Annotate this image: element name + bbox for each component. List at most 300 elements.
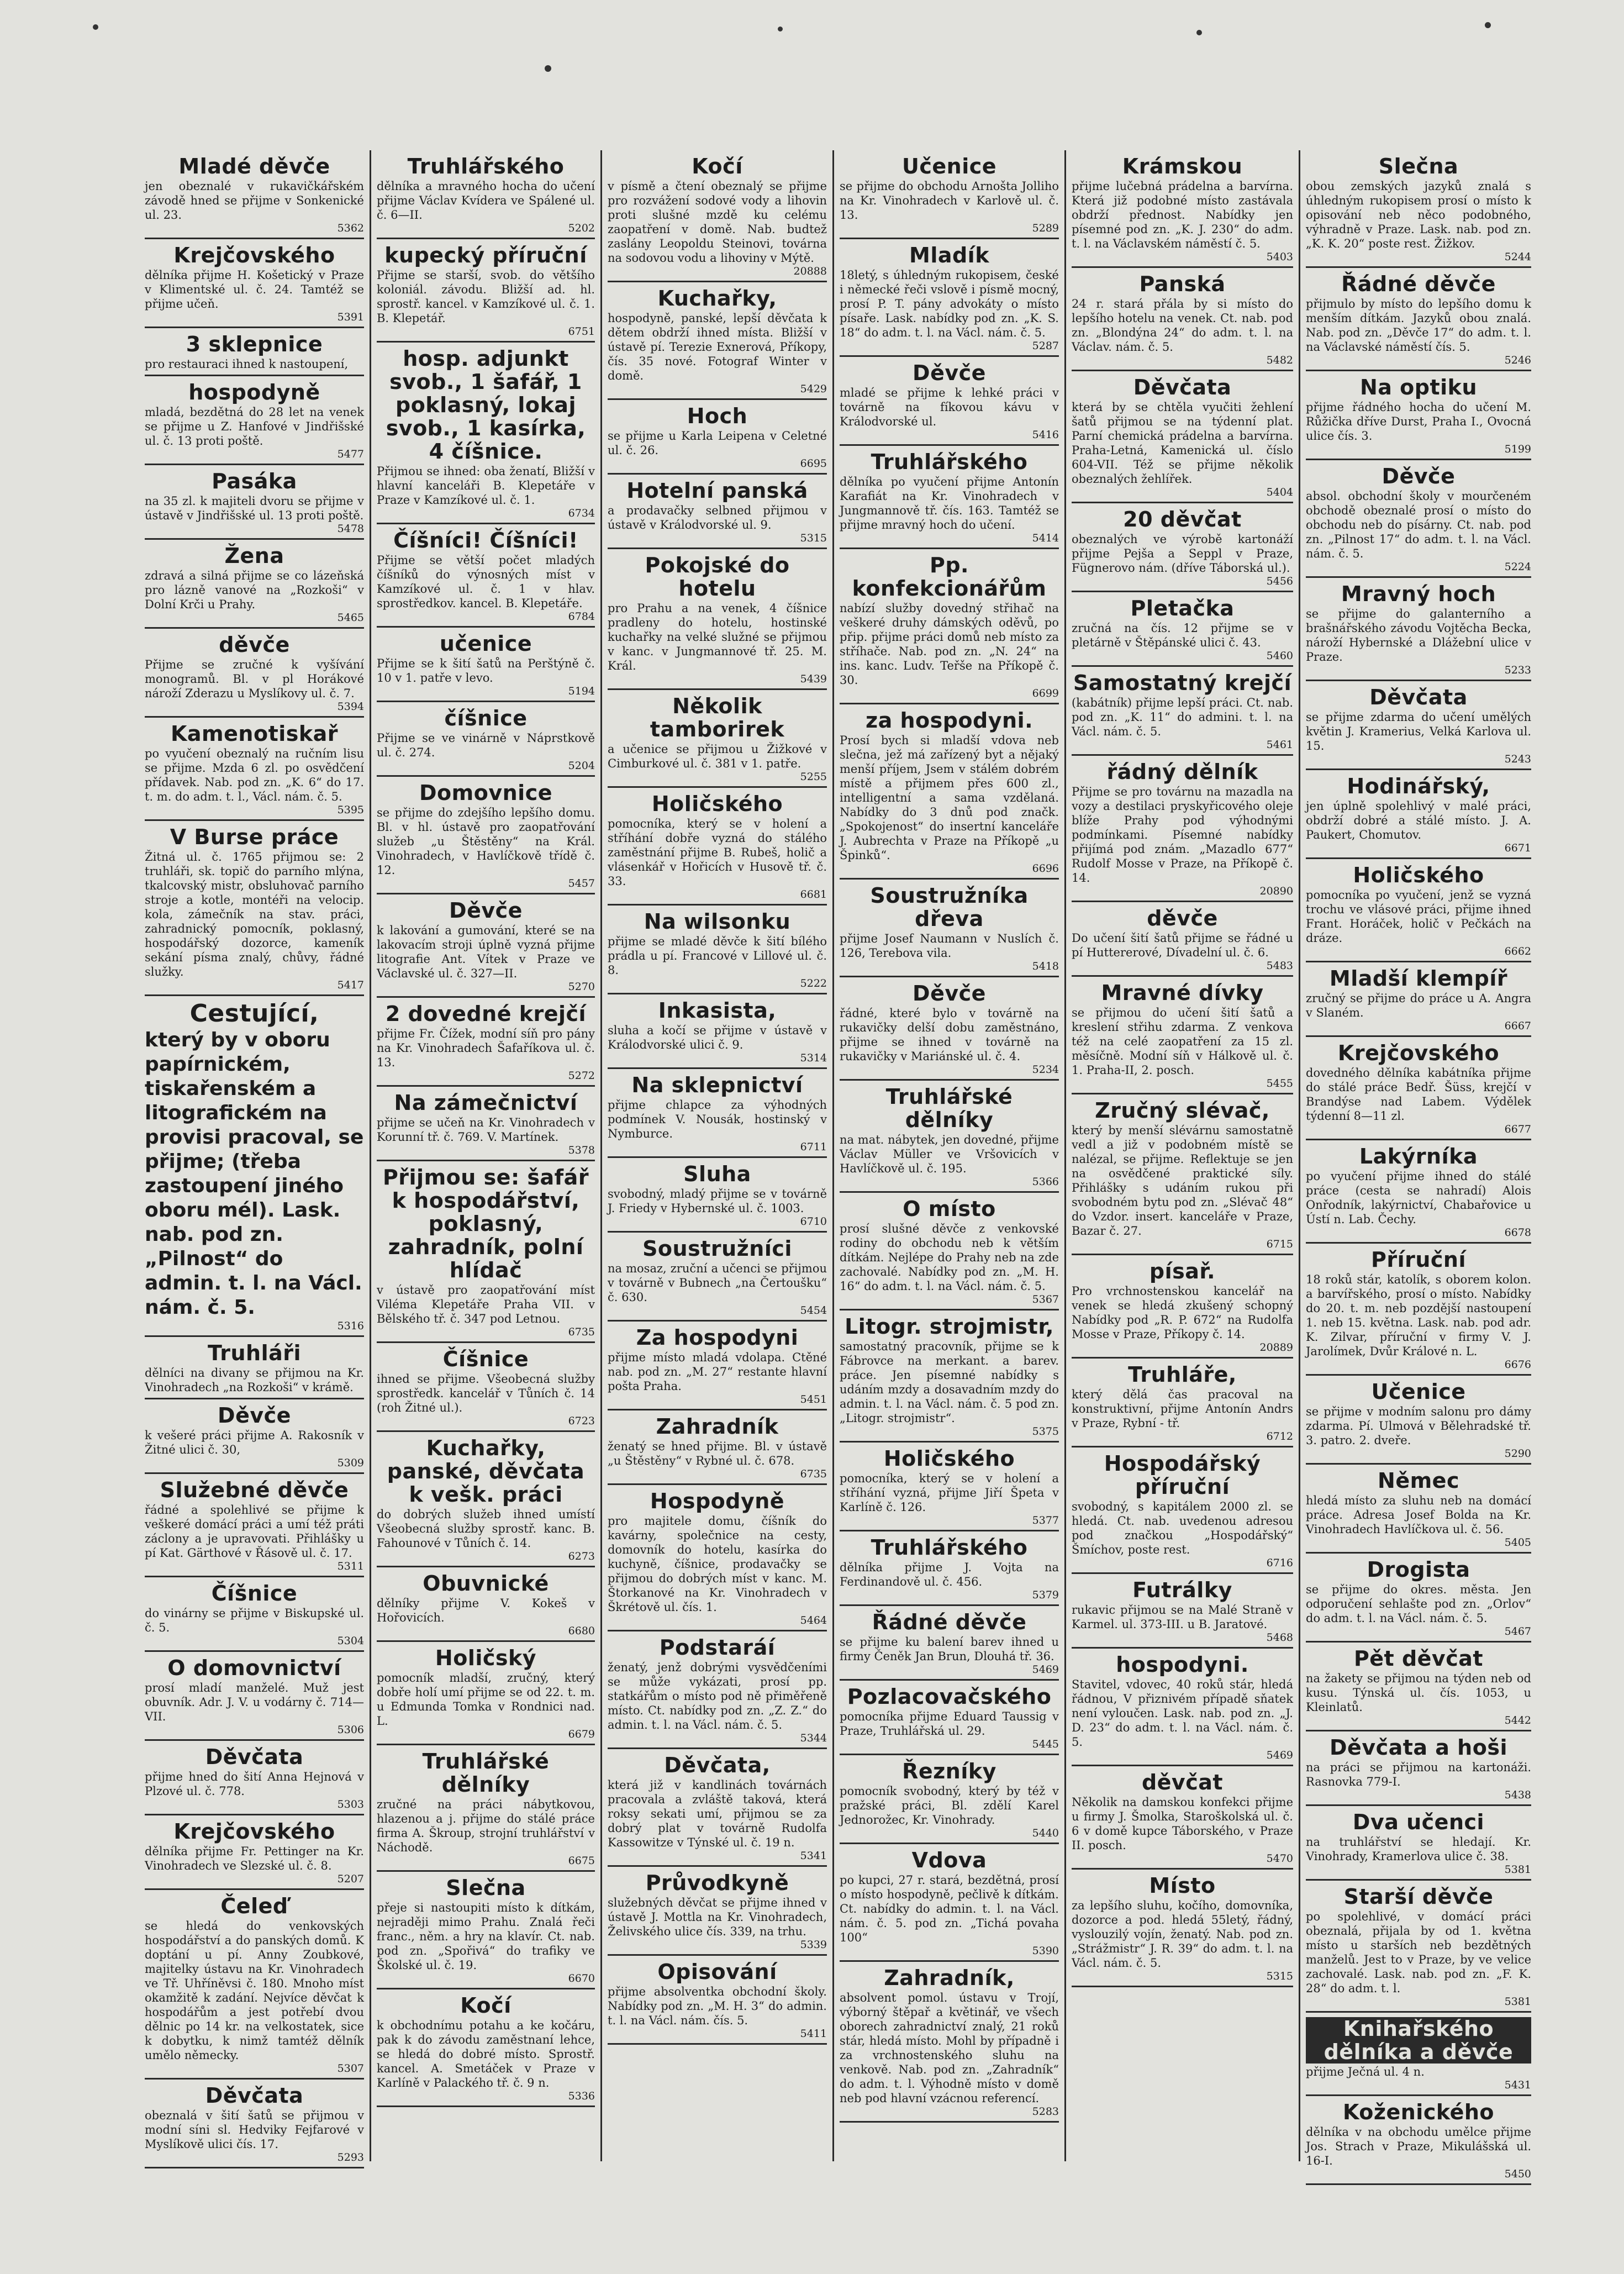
ad-heading: Zručný slévač, (1095, 1098, 1270, 1123)
ad-heading: Hospodářský příruční (1104, 1451, 1261, 1499)
classified-ad (145, 996, 364, 1337)
ad-body: a prodavačky selbned přijmou v ústavě v Králodvorské ul. 9. (608, 504, 827, 531)
ad-number: 6696 (1032, 862, 1059, 875)
ad-heading: Truhlářské dělníky (885, 1085, 1013, 1132)
ad-body: přeje si nastoupiti místo k dítkám, nejraději mimo Prahu. Znalá řeči franc., něm. a hry na klavír. Ct. nab. pod zn. „Spořivá“ do trafiky ve Školské ul. č. 19. (377, 1901, 595, 1972)
classified-ad (1072, 268, 1293, 371)
ad-number: 6667 (1504, 1020, 1531, 1032)
ad-number: 5483 (1266, 960, 1293, 972)
ad-heading: Krejčovského (173, 243, 335, 267)
classified-ad (608, 1749, 827, 1867)
classified-ad (1306, 150, 1531, 268)
ad-heading: Podstaráí (659, 1635, 776, 1660)
classified-ad (377, 1745, 595, 1872)
ad-heading: Drogista (1367, 1557, 1470, 1582)
ad-body: pomocník svobodný, který by též v pražské práci, Bl. zdělí Karel Jednorožec, Kr. Vinohrady. (840, 1785, 1059, 1826)
ad-body: na mosaz, zruční a učenci se přijmou v továrně v Bubnech „na Čertoušku“ č. 630. (608, 1262, 827, 1304)
ad-number: 5244 (1504, 251, 1531, 263)
ad-number: 5377 (1032, 1514, 1059, 1526)
classified-ad (840, 1193, 1059, 1310)
ad-number: 5461 (1266, 739, 1293, 751)
ad-heading: Truhlářského (871, 450, 1028, 474)
ad-number: 20889 (1259, 1341, 1293, 1354)
ad-body: prosí slušné děvče z venkovské rodiny do obchodu neb k větším dítkám. Nejlépe do Prahy neb na zde zachovalé. Nabídky pod zn. „M. H. 16“ do adm. t. l. na Václ. nám. č. 5. (840, 1222, 1059, 1293)
ad-body: nabízí služby dovedný střihač na veškeré druhy dámských oděvů, po přip. přijme práci domů neb místo za stříhače. Nab. pod zn. „N. 24“ na ins. kanc. Ludv. Teřše na Příkopě č. 30. (840, 602, 1059, 687)
ad-number: 5467 (1504, 1625, 1531, 1638)
ad-body: po vyučení přijme ihned do stálé práce (cesta se nahradí) Alois Onřodník, lakýrnictví, Chabařovice u Ústí n. Lab. Čechy. (1306, 1170, 1531, 1226)
ad-body: v písmě a čtení obeznalý se přijme pro rozvážení sodové vody a lihovin proti slušné mzdě ku celému zaopatření v domě. Nab. budtež zaslány Leopoldu Steinovi, továrna na sodovou vodu a lihoviny v Mýtě. (608, 180, 827, 265)
classified-ad (145, 376, 364, 465)
ad-body: dělníka a mravného hocha do učení přijme Václav Kvídera ve Spálené ul. č. 6—II. (377, 180, 595, 222)
ad-heading: učenice (439, 631, 532, 656)
classified-ad (608, 1069, 827, 1158)
ad-heading: Kuchařky, (657, 286, 777, 310)
ad-heading: Lakýrníka (1359, 1144, 1478, 1168)
ad-number: 6671 (1504, 842, 1531, 854)
ad-heading: písař. (1149, 1259, 1216, 1283)
ad-body: se přijme do obchodu Arnošta Jolliho na Kr. Vinohradech v Karlově ul. č. 13. (840, 180, 1059, 222)
classified-ad (145, 1337, 364, 1399)
ink-speck (545, 65, 551, 72)
ad-body: 24 r. stará přála by si místo do lepšího hotelu na venek. Ct. nab. pod zn. „Blondýna 24“ do adm. t. l. na Václav. nám. č. 5. (1072, 297, 1293, 354)
classified-ad (608, 1322, 827, 1410)
ad-heading: Obuvnické (423, 1571, 549, 1596)
ad-body: přijme absolventka obchodní školy. Nabídky pod zn. „M. H. 3“ do admin. t. l. na Václ. nám. čís. 5. (608, 1985, 827, 2027)
ad-number: 5469 (1032, 1664, 1059, 1676)
classified-ad (145, 1474, 364, 1577)
classified-ad (1306, 681, 1531, 770)
classified-ad (145, 540, 364, 629)
ad-heading: kupecký příruční (384, 243, 587, 267)
ad-body: hospodyně, panské, lepší děvčata k dětem obdrží ihned místa. Bližší v ústavě pí. Terezie Exnerová, Příkopy, čís. 35 nové. Fotograf Winter v domě. (608, 312, 827, 382)
ink-speck (93, 24, 98, 30)
ad-heading: Za hospodyni (636, 1325, 799, 1350)
ad-number: 5394 (337, 701, 364, 713)
ad-number: 5468 (1266, 1631, 1293, 1644)
ad-number: 5287 (1032, 340, 1059, 352)
ad-body: přijmulo by místo do lepšího domu k menším dítkám. Jazyků obou znalá. Nab. pod zn. „Děvče 17“ do adm. t. l. na Václavské náměstí čís. 5. (1306, 297, 1531, 354)
ad-heading: řádný dělník (1106, 760, 1258, 784)
ad-heading: hosp. adjunkt svob., 1 šafář, 1 poklasný, lokaj svob., 1 kasírka, 4 číšnice. (386, 346, 586, 464)
ad-body: služebných děvčat se přijme ihned v ústavě J. Mottla na Kr. Vinohradech, Želivského ulice čís. 339, na trhu. (608, 1896, 827, 1938)
classified-ad (1306, 1806, 1531, 1881)
ad-body: Přijme se větší počet mladých číšníků do výnosných míst v Kamzíkové ul. č. 1 v hlav. sprostředkov. kancel. B. Klepetáře. (377, 554, 595, 610)
ad-heading: Kamenotiskař (170, 722, 339, 746)
ad-heading: Pp. konfekcionářům (852, 553, 1047, 601)
ad-body: svobodný, s kapitálem 2000 zl. se hledá. Ct. nab. uvedenou adresou pod značkou „Hospodářský“ Šmíchov, poste rest. (1072, 1500, 1293, 1556)
ad-number: 6662 (1504, 945, 1531, 957)
ad-number: 5316 (337, 1320, 364, 1332)
ad-heading: Starší děvče (1343, 1885, 1494, 1909)
classified-ad (1306, 371, 1531, 460)
classified-ad (377, 894, 595, 998)
classified-ad (840, 1681, 1059, 1755)
ad-body: řádné a spolehlivé se přijme k veškeré domácí práci a umí též práti záclony a je upravovati. Přihlášky u pí Kat. Gärthové v Řásově ul. č. 17. (145, 1503, 364, 1560)
ad-number: 5339 (800, 1939, 827, 1951)
ad-number: 5431 (1504, 2079, 1531, 2091)
ad-heading: děvče (1147, 906, 1218, 930)
classified-ad (1072, 150, 1293, 268)
ad-number: 5375 (1032, 1425, 1059, 1438)
ad-number: 6712 (1266, 1430, 1293, 1443)
ad-body: se přijme v modním salonu pro dámy zdarma. Pí. Ulmová v Bělehradské tř. 3. patro. 2. dveře. (1306, 1405, 1531, 1447)
ad-number: 5204 (568, 760, 595, 772)
ad-heading: Děvče (913, 361, 986, 385)
ad-heading: číšnice (444, 706, 528, 730)
ad-number: 6710 (800, 1215, 827, 1228)
ad-heading: 2 dovedné krejčí (385, 1002, 587, 1026)
ad-body: se přijme do galanterního a brašnářského závodu Vojtěcha Becka, nároží Hybernské a Dlážební ulice v Praze. (1306, 607, 1531, 664)
classified-ad (840, 239, 1059, 357)
ad-number: 6679 (568, 1728, 595, 1740)
ad-body: se přijmou do učení šití šatů a kreslení střihu zdarma. Z venkova též na celé zaopatření za 15 zl. měsíčně. Modní síň v Hálkově ul. č. 1. Praha-II, 2. posch. (1072, 1006, 1293, 1077)
classified-ad (377, 1567, 595, 1642)
ad-heading: Děvčata (1369, 685, 1468, 709)
ad-body: Přijme se ve vinárně v Náprstkově ul. č. 274. (377, 731, 595, 759)
classified-ad (840, 357, 1059, 446)
ad-number: 5378 (568, 1144, 595, 1156)
classified-ad (1072, 371, 1293, 503)
ad-body: ženatý, jenž dobrými vysvědčeními se může vykázati, prosí pp. statkářům o místo pod ně přiměřeně místo. Ct. nabídky pod zn. „Z. Z.“ do admin. t. l. na Václ. nám. č. 5. (608, 1661, 827, 1731)
ad-number: 5255 (800, 771, 827, 783)
classified-ad (377, 777, 595, 894)
ad-body: pro restauraci ihned k nastoupení, (145, 357, 349, 371)
classified-ad (145, 465, 364, 540)
classified-ad (840, 977, 1059, 1081)
ad-number: 5270 (568, 981, 595, 993)
ad-number: 5362 (337, 222, 364, 234)
ad-number: 5442 (1504, 1714, 1531, 1726)
ad-heading: Kočí (692, 154, 743, 178)
classified-ad (1306, 859, 1531, 962)
classified-ad (608, 1158, 827, 1233)
ad-number: 5403 (1266, 251, 1293, 263)
classified-ad (608, 788, 827, 906)
ad-number: 6735 (800, 1468, 827, 1480)
ad-number: 5303 (337, 1798, 364, 1810)
ad-body: ihned se přijme. Všeobecná služby sprostředk. kancelář v Tůních č. 14 (roh Žitné ul.). (377, 1372, 595, 1414)
ad-body: přijme řádného hocha do učení M. Růžička dříve Durst, Praha I., Ovocná ulice čís. 3. (1306, 401, 1531, 443)
ad-heading: Cestující, (189, 999, 319, 1028)
classified-ad (377, 1343, 595, 1432)
classified-ad (608, 549, 827, 690)
ad-heading: Opisování (657, 1960, 777, 1984)
classified-ad (840, 704, 1059, 880)
ad-number: 6699 (1032, 687, 1059, 699)
ad-number: 6734 (568, 507, 595, 519)
ad-heading: Kočí (460, 1993, 512, 2018)
ad-body: hledá místo za sluhu neb na domácí práce. Adresa Josef Bolda na Kr. Vinohradech Havlíčkova ul. č. 56. (1306, 1494, 1531, 1536)
ad-number: 5439 (800, 673, 827, 685)
ad-body: který by v oboru papírnickém, tiskařenském a litografickém na provisi pracoval, se přijme; (třeba zastoupení jiného oboru mél). Lask. nab. pod zn. „Pilnost“ do admin. t. l. na Václ. nám. č. 5. (145, 1029, 364, 1319)
ad-body: na 35 zl. k majiteli dvoru se přijme v ústavě v Jindřišské ul. 13 proti poště. (145, 494, 364, 522)
ad-heading: Místo (1149, 1873, 1216, 1898)
ad-heading: Mladší klempíř (1329, 966, 1508, 991)
ad-number: 6676 (1504, 1359, 1531, 1371)
ad-body: přijme hned do šití Anna Hejnová v Plzové ul. č. 778. (145, 1770, 364, 1798)
ad-heading: Truhláři (207, 1341, 302, 1365)
classified-columns (139, 150, 1537, 2180)
ad-number: 6678 (1504, 1227, 1531, 1239)
ad-body: se přijme zdarma do učení umělých květin J. Kramerius, Velká Karlova ul. 15. (1306, 710, 1531, 752)
classified-ad (1306, 770, 1531, 859)
classified-ad (377, 1642, 595, 1745)
ad-number: 5460 (1266, 650, 1293, 662)
ad-body: přijme Ječná ul. 4 n. (1306, 2065, 1425, 2078)
classified-ad (1306, 1037, 1531, 1140)
ad-heading: Děvčata (1133, 375, 1232, 399)
classified-ad (377, 702, 595, 777)
ad-number: 5315 (1266, 1970, 1293, 1982)
ad-body: která by se chtěla vyučiti žehlení šatů přijmou se na týdenní plat. Parní chemická prádelna a barvírna. Praha-Letná, Kamenická ul. číslo 604-VII. Též se přijme několik obeznalých žehlířek. (1072, 401, 1293, 486)
classified-ad (840, 150, 1059, 239)
ad-number: 6675 (568, 1855, 595, 1867)
ad-heading: Hodinářský, (1347, 774, 1490, 798)
ad-heading: Litogr. strojmistr, (845, 1314, 1054, 1339)
ad-body: absolvent pomol. ústavu v Trojí, výborný štěpař a květinář, ve všech oborech zahradnictví znalý, 21 roků stár, hledá místo. Mohl by případně i za vrchnostenského sluhu na venkově. Nab. pod zn. „Zahradník“ do adm. t. l. Výhodně místo v domě neb pod hlavní vzácnou referencí. (840, 1991, 1059, 2105)
ad-heading: Němec (1378, 1468, 1459, 1493)
ad-body: pomocníka přijme Eduard Taussig v Praze, Truhlářská ul. 29. (840, 1710, 1059, 1738)
classified-ad (840, 1844, 1059, 1962)
ad-number: 5379 (1032, 1589, 1059, 1601)
classified-ad (1072, 503, 1293, 592)
ad-body: dělníky přijme V. Kokeš v Hořovicích. (377, 1597, 595, 1624)
ad-body: absol. obchodní školy v mourčeném obchodě obeznalé prosí o místo do obchodu neb do písárny. Ct. nab. pod zn. „Pilnost 17“ do adm. t. l. na Václ. nám. č. 5. (1306, 489, 1531, 560)
ad-number: 5470 (1266, 1852, 1293, 1865)
ad-body: Žitná ul. č. 1765 přijmou se: 2 truhláři, sk. topič do parního mlýna, tkalcovský mistr, obsluhovač parního stroje a kotle, montéři na velocip. kola, zámečník na stav. práci, zahradnický pomocník, poklasný, hospodářský dozorce, kameník sekání písma znalý, chůvy, řádné služky. (145, 850, 364, 978)
column-2 (371, 150, 602, 2161)
classified-ad (1306, 1376, 1531, 1465)
ad-body: k obchodnímu potahu a ke kočáru, pak k do závodu zaměstnaní lehce, se hledá do dobré místo. Sprostř. kancel. A. Smetáček v Praze v Karlíně v Palackého tř. č. 9 n. (377, 2019, 595, 2089)
ad-body: k vešeré práci přijme A. Rakosník v Žitné ulici č. 30, (145, 1429, 364, 1456)
ad-number: 5445 (1032, 1738, 1059, 1750)
ad-body: 18letý, s úhledným rukopisem, české i německé řeči vslově i písmě mocný, prosí P. T. pány advokáty o místo písaře. Lask. nabídky pod zn. „K. S. 18“ do adm. t. l. na Václ. nám. č. 5. (840, 269, 1059, 339)
ad-heading: Číšnice (442, 1347, 529, 1371)
ad-heading: Číšnice (211, 1581, 298, 1606)
classified-ad (377, 1989, 595, 2107)
ad-heading: Mladé děvče (178, 154, 330, 178)
ad-number: 5416 (1032, 429, 1059, 441)
classified-ad (608, 906, 827, 994)
ad-body: po spolehlivé, v domácí práci obeznalá, přijala by od 1. května místo u starších neb bezdětných manželů. Jest to v Praze, by ve velice zachovalé. Lask. nab. pod zn. „F. K. 28“ do adm. t. l. (1306, 1910, 1531, 1995)
classified-ad (1306, 1881, 1531, 2013)
ad-body: a učenice se přijmou u Žižkové v Cimburkové ul. č. 381 v 1. patře. (608, 743, 827, 770)
ad-number: 5456 (1266, 575, 1293, 587)
ad-heading: Holičského (1353, 863, 1484, 887)
ad-body: pomocníka, který se v holení a stříhání vyzná, přijme Jiří Špeta v Karlíně č. 126. (840, 1472, 1059, 1514)
ad-body: se přijme u Karla Leipena v Celetné ul. č. 26. (608, 429, 827, 457)
ad-heading: Panská (1139, 272, 1226, 296)
ad-heading: Děvče (449, 898, 523, 923)
ad-body: Přijmou se ihned: oba ženatí, Bližší v hlavní kanceláři B. Klepetáře v Praze v Kamzíkové ul. č. 1. (377, 465, 595, 507)
column-5 (1066, 150, 1300, 2161)
classified-ad (608, 150, 827, 282)
ad-number: 5469 (1266, 1749, 1293, 1761)
ad-number: 6735 (568, 1326, 595, 1338)
ad-heading: Číšníci! Číšníci! (393, 528, 578, 552)
ad-body: přijme místo mladá vdolapa. Ctěné nab. pod zn. „M. 27“ restante hlavní pošta Praha. (608, 1351, 827, 1393)
ad-heading: Mladík (909, 243, 989, 267)
ad-heading: děvčat (1141, 1770, 1224, 1794)
classified-ad (1072, 1766, 1293, 1870)
ad-number: 5306 (337, 1724, 364, 1736)
ad-body: Přijme se k šití šatů na Perštýně č. 10 v 1. patře v levo. (377, 657, 595, 685)
ad-heading: Na wilsonku (644, 909, 791, 934)
ad-number: 20888 (793, 265, 827, 277)
ad-heading: Čeleď (220, 1894, 288, 1918)
ad-number: 5440 (1032, 1827, 1059, 1839)
ad-heading: Soustružníka dřeva (870, 883, 1029, 931)
classified-ad (1306, 1244, 1531, 1376)
ad-number: 5272 (568, 1070, 595, 1082)
ad-number: 5293 (337, 2151, 364, 2164)
column-3 (602, 150, 834, 2161)
classified-ad (1306, 1554, 1531, 1643)
ad-heading: Na optiku (1360, 375, 1477, 399)
ad-body: se přijme ku balení barev ihned u firmy Čeněk Jan Brun, Dlouhá tř. 36. (840, 1635, 1059, 1663)
ad-body: do dobrých služeb ihned umístí Všeobecná služby sprostř. kanc. B. Fahounové v Tůních č. 14. (377, 1508, 595, 1550)
classified-ad (145, 150, 364, 239)
ad-number: 6784 (568, 610, 595, 623)
ad-number: 6681 (800, 888, 827, 901)
ad-heading: Vdova (911, 1848, 987, 1872)
ad-heading: hospodyně (188, 380, 320, 404)
classified-ad (608, 400, 827, 475)
classified-ad (608, 690, 827, 788)
ad-body: Stavitel, vdovec, 40 roků stár, hledá řádnou, V přiznivém případě sňatek není vyloučen. Lask. nab. pod zn. „J. D. 23“ do adm. t. l. na Václ. nám. č. 5. (1072, 1678, 1293, 1749)
ad-number: 5309 (337, 1457, 364, 1469)
column-4 (834, 150, 1066, 2161)
ad-heading: Řezníky (902, 1759, 996, 1783)
ad-heading: Zahradník, (884, 1966, 1015, 1990)
classified-ad (1306, 1643, 1531, 1731)
ad-body: pro majitele domu, číšník do kavárny, společnice na cesty, domovník do hotelu, kasírka do kuchyně, číšnice, prodavačky se přijmou do dobrých míst v kanc. M. Štorkanové na Kr. Vinohradech v Škrétově ul. čís. 1. (608, 1514, 827, 1614)
ad-heading: Služebné děvče (160, 1478, 349, 1502)
ad-number: 5224 (1504, 561, 1531, 573)
ad-body: Několik na damskou konfekci přijme u firmy J. Šmolka, Staroškolská ul. č. 6 v domě kupce Táborského, v Praze II. posch. (1072, 1796, 1293, 1852)
classified-ad (1072, 977, 1293, 1094)
ad-body: který by menší slévárnu samostatně vedl a již v podobném místě se nalézal, se přijme. Reflektuje se jen na osvědčené praktické síly. Přihlášky s udáním rukou při svobodném bytu pod zn. „Slévač 48“ do Vzdor. insert. kanceláře v Praze, Bazar č. 27. (1072, 1124, 1293, 1238)
ad-number: 5233 (1504, 664, 1531, 676)
ad-heading: Děvče (1382, 464, 1456, 488)
ad-number: 6751 (568, 325, 595, 338)
classified-ad (1306, 962, 1531, 1037)
ad-body: (kabátník) přijme lepší práci. Ct. nab. pod zn. „K. 11“ do admini. t. l. na Václ. nám. č. 5. (1072, 696, 1293, 738)
ad-heading: Dva učenci (1352, 1810, 1485, 1834)
column-6 (1300, 150, 1537, 2180)
ad-heading: Holičského (651, 792, 783, 816)
ad-body: Prosí bych si mladší vdova neb slečna, jež má zařízený byt a nějaký menší příjem, Jsem v stálém dobrém místě a přijmem přes 600 zl., intelligentní a sama vzdělaná. Nabídky do 3 dnů pod značk. „Spokojenost“ do insertní kanceláře J. Aubrechta v Praze na Příkopě „u Špinků“. (840, 734, 1059, 862)
ad-heading: Pasáka (212, 469, 297, 493)
classified-ad (377, 1432, 595, 1567)
ad-body: Do učení šití šatů přijme se řádné u pí Huttererové, Dívadelní ul. č. 6. (1072, 931, 1293, 959)
ad-body: dělníka přijme Fr. Pettinger na Kr. Vinohradech ve Slezské ul. č. 8. (145, 1845, 364, 1872)
classified-ad (145, 1815, 364, 1890)
classified-ad (145, 1399, 364, 1474)
classified-ad (145, 1577, 364, 1652)
ad-heading: Mravný hoch (1341, 582, 1496, 606)
ad-body: přijme Fr. Čížek, modní síň pro pány na Kr. Vinohradech Šafaříkova ul. č. 13. (377, 1027, 595, 1069)
ad-number: 5404 (1266, 486, 1293, 498)
column-1 (139, 150, 371, 2164)
ad-number: 5464 (800, 1614, 827, 1626)
ad-heading: děvče (219, 633, 290, 657)
ad-heading: Soustružníci (642, 1236, 792, 1261)
classified-ad (377, 343, 595, 524)
ad-heading: Truhlářského (871, 1535, 1028, 1560)
ad-body: pro Prahu a na venek, 4 číšnice pradleny do hotelu, hostinské kuchařky na velké služné se přijmou v kanc. v Jungmannové tř. 25. M. Král. (608, 602, 827, 672)
classified-ad (608, 475, 827, 549)
ad-number: 5411 (800, 2028, 827, 2040)
ad-body: obeznalá v šití šatů se přijmou v modní síni sl. Hedviky Fejfarové v Myslíkově ulici čís. 17. (145, 2109, 364, 2151)
ad-number: 5417 (337, 979, 364, 991)
ad-body: zdravá a silná přijme se co lázeňská pro lázně vanové na „Rozkoši“ v Dolní Krči u Prahy. (145, 569, 364, 611)
classified-ad (608, 1867, 827, 1956)
ad-body: v ústavě pro zaopatřování míst Viléma Klepetáře Praha VII. v Bělského tř. č. 347 pod Letnou. (377, 1283, 595, 1325)
ad-body: Pro vrchnostenskou kancelář na venek se hledá zkušený schopný Nabídky pod „R. P. 672“ na Rudolfa Mosse v Praze, Příkopy č. 14. (1072, 1285, 1293, 1341)
classified-ad (840, 1755, 1059, 1844)
classified-ad (1306, 1140, 1531, 1244)
classified-ad (145, 239, 364, 328)
ad-body: přijme se mladé děvče k šití bílého prádla u pí. Francové v Lillové ul. č. 8. (608, 935, 827, 977)
ad-number: 5366 (1032, 1176, 1059, 1188)
classified-ad (840, 1962, 1059, 2123)
ad-body: za lepšího sluhu, kočího, domovníka, dozorce a pod. hledá 55letý, řádný, vyslouzilý vojín, ženatý. Nab. pod zn. „Strážmistr“ J. R. 39“ do adm. t. l. na Václ. nám. č. 5. (1072, 1899, 1293, 1970)
classified-ad (1306, 2013, 1531, 2096)
ad-number: 5336 (568, 2090, 595, 2102)
classified-ad (1072, 1255, 1293, 1359)
classified-ad (145, 629, 364, 718)
classified-ad (1306, 1465, 1531, 1554)
classified-ad (608, 1410, 827, 1485)
ad-heading: Hoch (687, 404, 748, 428)
classified-ad (145, 2080, 364, 2168)
ad-heading: V Burse práce (170, 825, 339, 849)
classified-ad (840, 1081, 1059, 1193)
ad-body: mladé se přijme k lehké práci v továrně na fíkovou kávu v Králodvorské ul. (840, 386, 1059, 428)
ad-heading: Řádné děvče (1341, 272, 1496, 296)
ad-body: po vyučení obeznalý na ručním lisu se přijme. Mzda 6 zl. po osvědčení přídavek. Nab. pod zn. „K. 6“ do 17. t. m. do adm. t. l., Václ. nám. č. 5. (145, 747, 364, 803)
ad-number: 5450 (1504, 2168, 1531, 2180)
ad-body: zručná na čís. 12 přijme se v pletárně v Štěpánské ulici č. 43. (1072, 622, 1293, 649)
classified-ad (1306, 1731, 1531, 1806)
ad-heading: Průvodkyně (645, 1871, 789, 1895)
ad-number: 5367 (1032, 1293, 1059, 1306)
ad-number: 5307 (337, 2062, 364, 2075)
ad-heading: Děvče (913, 981, 986, 1006)
ad-body: 18 roků stár, katolík, s oborem kolon. a barvířského, prosí o místo. Nabídky do 20. t. m. neb pozdější nastoupení 1. neb 15. května. Lask. nab. pod adr. K. Zilvar, příruční v firmy V. J. Jarolímek, Dvůr Králové n. L. (1306, 1273, 1531, 1358)
ad-heading: Děvčata a hoši (1330, 1735, 1507, 1760)
ad-heading: Domovnice (419, 781, 552, 805)
ad-body: Přijme se starší, svob. do většího koloniál. závodu. Bližší ad. hl. sprostř. kancel. v Kamzíkové ul. č. 1. B. Klepetář. (377, 269, 595, 325)
ad-number: 5290 (1504, 1447, 1531, 1460)
ad-heading: Pokojské do hotelu (645, 553, 790, 601)
ad-heading: Sluha (683, 1162, 751, 1186)
ad-body: po kupci, 27 r. stará, bezdětná, prosí o místo hospodyně, pečlivě k dítkám. Ct. nabídky do admin. t. l. na Václ. nám. č. 5. pod zn. „Tichá povaha 100“ (840, 1873, 1059, 1944)
ad-heading: Mravné dívky (1101, 981, 1264, 1005)
ad-number: 5455 (1266, 1077, 1293, 1089)
ad-heading: Učenice (901, 154, 997, 178)
ad-number: 5311 (337, 1560, 364, 1572)
classified-ad (1306, 2096, 1531, 2185)
classified-ad (1072, 667, 1293, 756)
classified-ad (840, 880, 1059, 977)
ad-heading: Žena (224, 544, 284, 568)
ad-heading: Pletačka (1130, 596, 1235, 620)
ad-body: zručný se přijme do práce u A. Angra v Slaném. (1306, 992, 1531, 1019)
ad-number: 6695 (800, 457, 827, 470)
ad-number: 5454 (800, 1304, 827, 1317)
